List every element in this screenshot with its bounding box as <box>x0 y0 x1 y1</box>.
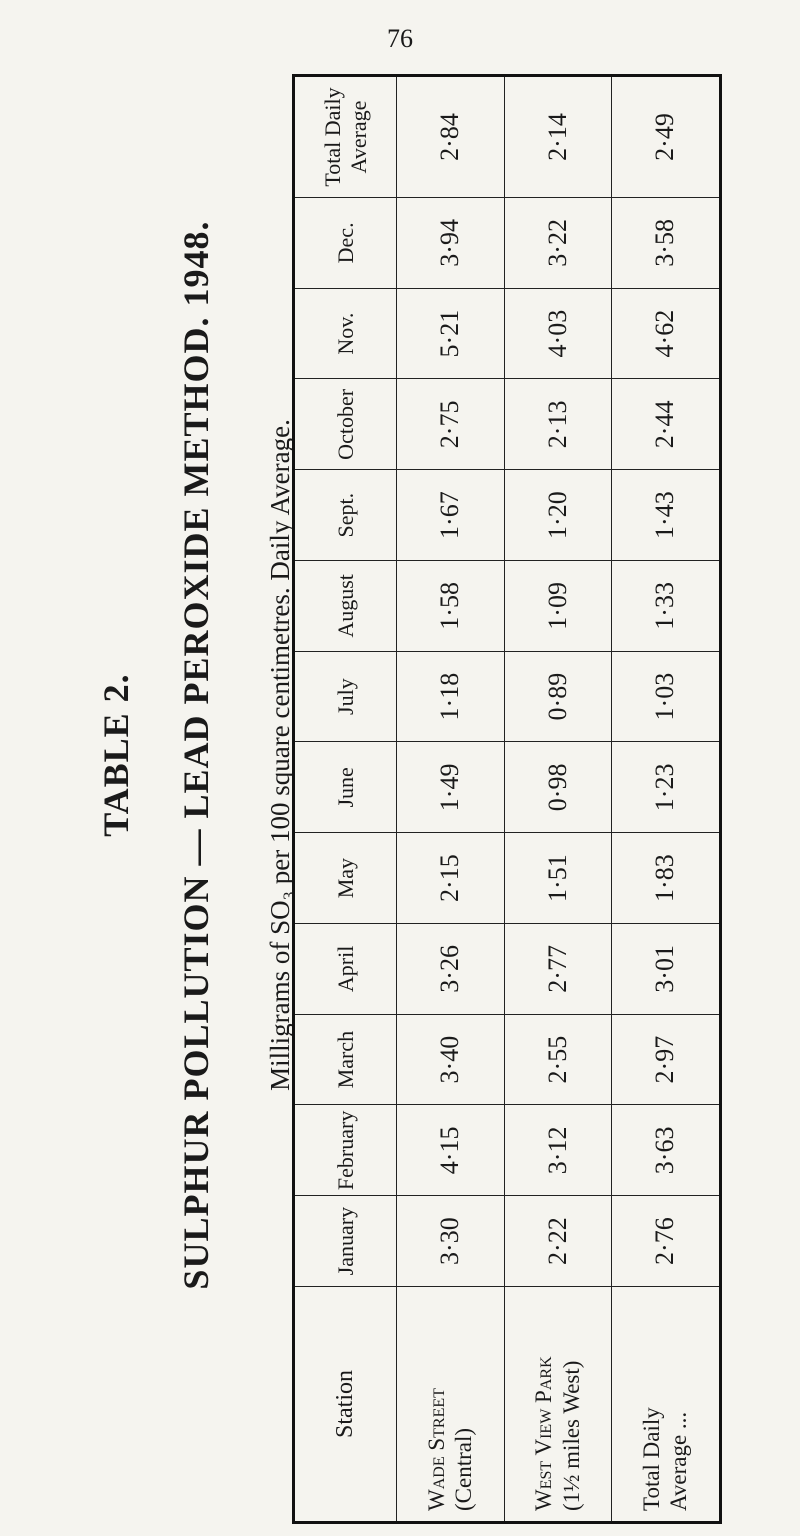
month-value: 1·67 <box>397 470 504 561</box>
month-value: 2·76 <box>611 1196 720 1287</box>
month-value: 3·58 <box>611 198 720 289</box>
month-value: 1·43 <box>611 470 720 561</box>
total-value: 2·49 <box>611 76 720 198</box>
month-value: 2·13 <box>504 379 611 470</box>
month-value: 3·94 <box>397 198 504 289</box>
sulphur-pollution-table <box>292 74 722 1524</box>
table-title: SULPHUR POLLUTION — LEAD PEROXIDE METHOD. 1948. <box>176 220 216 1290</box>
total-value: 2·84 <box>397 76 504 198</box>
station-name-line2: (Central) <box>451 1427 477 1511</box>
month-header: August <box>294 561 397 652</box>
station-name-line1: Wade Street <box>423 1388 449 1511</box>
month-value: 1·51 <box>504 833 611 924</box>
month-header: October <box>294 379 397 470</box>
month-header: Sept. <box>294 470 397 561</box>
month-header: April <box>294 924 397 1015</box>
table-row <box>397 76 504 1523</box>
month-value: 1·09 <box>504 561 611 652</box>
station-name-line2: Average ... <box>666 1411 692 1511</box>
page-number: 76 <box>387 24 413 53</box>
station-name-line1: West View Park <box>531 1356 557 1511</box>
month-value: 2·15 <box>397 833 504 924</box>
table-label: TABLE 2. <box>96 673 136 837</box>
month-value: 1·58 <box>397 561 504 652</box>
month-value: 2·22 <box>504 1196 611 1287</box>
title-block <box>60 90 320 1420</box>
month-value: 3·26 <box>397 924 504 1015</box>
month-value: 4·62 <box>611 288 720 379</box>
month-value: 2·44 <box>611 379 720 470</box>
month-header: July <box>294 651 397 742</box>
month-header: June <box>294 742 397 833</box>
total-value: 2·14 <box>504 76 611 198</box>
table-row <box>611 76 720 1523</box>
month-value: 3·40 <box>397 1014 504 1105</box>
month-value: 2·97 <box>611 1014 720 1105</box>
data-table-wrapper <box>292 74 722 1524</box>
month-value: 4·15 <box>397 1105 504 1196</box>
month-header: March <box>294 1014 397 1105</box>
month-value: 3·30 <box>397 1196 504 1287</box>
month-header: Dec. <box>294 198 397 289</box>
month-value: 1·83 <box>611 833 720 924</box>
month-value: 3·22 <box>504 198 611 289</box>
month-header: February <box>294 1105 397 1196</box>
station-name <box>504 1287 611 1523</box>
month-value: 3·01 <box>611 924 720 1015</box>
month-value: 0·98 <box>504 742 611 833</box>
total-header: Total Daily Average <box>294 76 397 198</box>
month-value: 1·49 <box>397 742 504 833</box>
table-subtitle: Milligrams of SO₃ per 100 square centimetres. Daily Average. <box>265 419 295 1091</box>
month-value: 1·23 <box>611 742 720 833</box>
month-value: 2·77 <box>504 924 611 1015</box>
month-value: 3·63 <box>611 1105 720 1196</box>
station-name-line2: (1½ miles West) <box>558 1360 584 1511</box>
month-value: 2·75 <box>397 379 504 470</box>
station-name <box>397 1287 504 1523</box>
station-header: Station <box>294 1287 397 1523</box>
month-value: 5·21 <box>397 288 504 379</box>
month-value: 2·55 <box>504 1014 611 1105</box>
month-value: 1·18 <box>397 651 504 742</box>
station-name-line1: Total Daily <box>638 1407 664 1511</box>
month-value: 1·03 <box>611 651 720 742</box>
month-value: 3·12 <box>504 1105 611 1196</box>
header-row <box>294 76 397 1523</box>
month-value: 0·89 <box>504 651 611 742</box>
month-value: 1·33 <box>611 561 720 652</box>
month-value: 1·20 <box>504 470 611 561</box>
month-header: May <box>294 833 397 924</box>
month-value: 4·03 <box>504 288 611 379</box>
month-header: Nov. <box>294 288 397 379</box>
station-name <box>611 1287 720 1523</box>
table-row <box>504 76 611 1523</box>
month-header: January <box>294 1196 397 1287</box>
